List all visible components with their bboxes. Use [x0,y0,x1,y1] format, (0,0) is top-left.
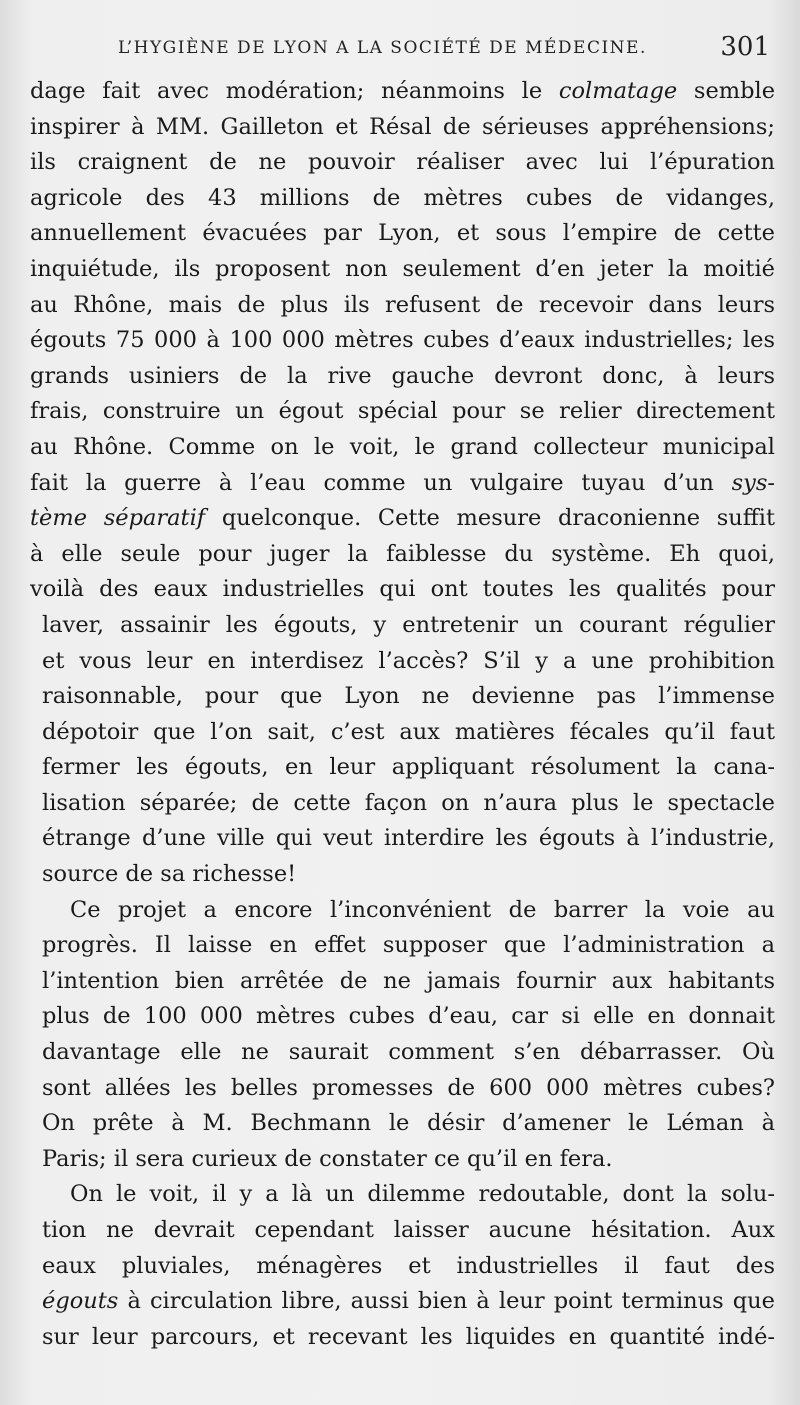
text-line: ils craignent de ne pouvoir réaliser avec lui l’épuration [30,149,775,176]
text-line: annuellement évacuées par Lyon, et sous l’empire de cette [30,220,775,247]
text-line: inquiétude, ils proposent non seulement d’en jeter la moitié [30,255,775,282]
text-line: progrès. Il laisse en effet supposer que l’administration a [42,932,775,959]
text-line: étrange d’une ville qui veut interdire les égouts à l’industrie, [42,825,775,852]
text-line: grands usiniers de la rive gauche devront donc, à leurs [30,362,775,389]
text-line: Paris; il sera curieux de constater ce qu’il en fera. [42,1145,613,1172]
text-line: fermer les égouts, en leur appliquant résolument la cana- [42,754,775,781]
text-line: égouts à circulation libre, aussi bien à leur point terminus que [42,1288,775,1315]
text-line: agricole des 43 millions de mètres cubes de vidanges, [30,184,775,211]
text-line: dage fait avec modération; néanmoins le colmatage semble [30,78,776,104]
text-line: sont allées les belles promesses de 600 000 mètres cubes? [42,1074,775,1101]
page-number: 301 [720,32,770,62]
text-line: au Rhône, mais de plus ils refusent de recevoir dans leurs [30,291,775,318]
text-line: inspirer à MM. Gailleton et Résal de sérieuses appréhensions; [30,113,775,140]
text-line: l’intention bien arrêtée de ne jamais fournir aux habitants [42,967,775,994]
text-line: dépotoir que l’on sait, c’est aux matières fécales qu’il faut [42,718,775,745]
body-text [30,74,775,1355]
text-line: plus de 100 000 mètres cubes d’eau, car si elle en donnait [42,1003,775,1030]
text-line: voilà des eaux industrielles qui ont toutes les qualités pour [30,576,775,603]
text-line: laver, assainir les égouts, y entretenir un courant régulier [42,611,775,638]
text-line: lisation séparée; de cette façon on n’aura plus le spectacle [42,789,775,816]
text-line: et vous leur en interdisez l’accès? S’il y a une prohibition [42,647,775,674]
text-line: égouts 75 000 à 100 000 mètres cubes d’eaux industrielles; les [30,327,775,354]
text-line: On prête à M. Bechmann le désir d’amener le Léman à [42,1110,775,1137]
text-line: sur leur parcours, et recevant les liquides en quantité indé- [42,1323,775,1350]
text-line: source de sa richesse! [42,861,297,888]
page-header [0,32,800,68]
text-line: au Rhône. Comme on le voit, le grand collecteur municipal [30,433,775,460]
text-line: frais, construire un égout spécial pour se relier directement [30,398,775,425]
text-line: On le voit, il y a là un dilemme redoutable, dont la solu- [70,1181,775,1208]
text-line: à elle seule pour juger la faiblesse du système. Eh quoi, [30,540,775,567]
text-line: davantage elle ne saurait comment s’en débarrasser. Où [42,1039,775,1066]
text-line: raisonnable, pour que Lyon ne devienne pas l’immense [42,683,775,710]
text-line: Ce projet a encore l’inconvénient de barrer la voie au [70,896,775,923]
text-line: fait la guerre à l’eau comme un vulgaire tuyau d’un sys- [30,469,775,496]
text-line: tème séparatif quelconque. Cette mesure draconienne suffit [30,505,775,532]
text-line: tion ne devrait cependant laisser aucune hésitation. Aux [42,1217,775,1243]
running-head: L’HYGIÈNE DE LYON A LA SOCIÉTÉ DE MÉDECINE. [118,38,647,58]
text-line: eaux pluviales, ménagères et industrielles il faut des [42,1252,775,1279]
